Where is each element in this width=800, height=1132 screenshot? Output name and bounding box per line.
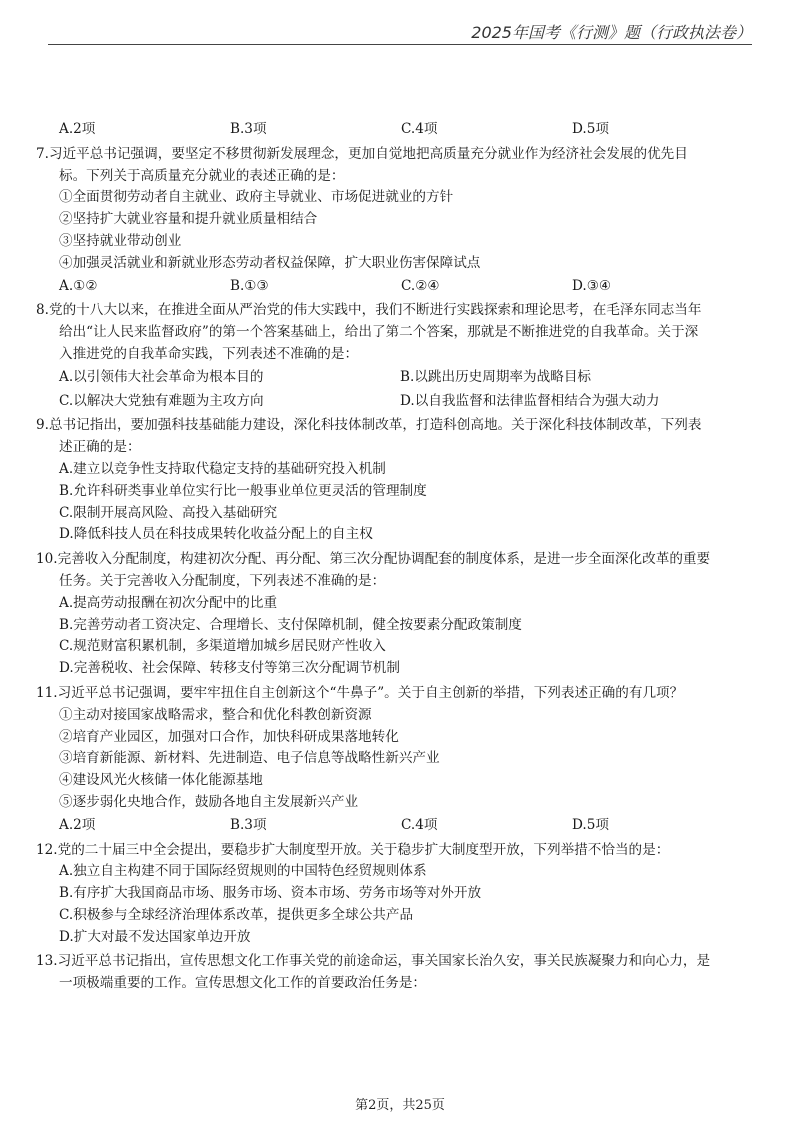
question-10-line-1: 10.完善收入分配制度，构建初次分配、再分配、第三次分配协调配套的制度体系，是进一步全面深化改革的重要 bbox=[36, 551, 711, 568]
question-11-item-3: ③培育新能源、新材料、先进制造、电子信息等战略性新兴产业 bbox=[59, 750, 440, 767]
question-7-line-2: 标。下列关于高质量充分就业的表述正确的是： bbox=[59, 167, 345, 184]
question-list bbox=[36, 118, 748, 995]
question-11-item-2: ②培育产业园区，加强对口合作，加快科研成果落地转化 bbox=[59, 728, 399, 745]
question-11-line-1: 11.习近平总书记强调，要牢牢扭住自主创新这个“牛鼻子”。关于自主创新的举措，下列表述正确的有几项？ bbox=[36, 684, 684, 701]
question-10-option-b[interactable]: B.完善劳动者工资决定、合理增长、支付保障机制，健全按要素分配政策制度 bbox=[59, 616, 522, 633]
question-11-option-b[interactable]: B.3项 bbox=[230, 816, 267, 833]
question-11-option-c[interactable]: C.4项 bbox=[401, 816, 438, 833]
question-12 bbox=[36, 840, 748, 949]
question-13 bbox=[36, 951, 748, 995]
question-9-option-b[interactable]: B.允许科研类事业单位实行比一般事业单位更灵活的管理制度 bbox=[59, 482, 427, 499]
q6-options bbox=[36, 119, 748, 141]
question-8-option-c[interactable]: C.以解决大党独有难题为主攻方向 bbox=[59, 392, 264, 409]
question-9-option-d[interactable]: D.降低科技人员在科技成果转化收益分配上的自主权 bbox=[59, 526, 373, 543]
question-11-item-5: ⑤逐步弱化央地合作，鼓励各地自主发展新兴产业 bbox=[59, 793, 359, 810]
question-7-option-a[interactable]: A.①② bbox=[59, 277, 98, 294]
question-13-line-1: 13.习近平总书记指出，宣传思想文化工作事关党的前途命运，事关国家长治久安，事关民族凝聚力和向心力，是 bbox=[36, 953, 711, 970]
question-8-options-row-1 bbox=[36, 367, 748, 389]
question-7-item-3: ③坚持就业带动创业 bbox=[59, 232, 182, 249]
question-7-item-2: ②坚持扩大就业容量和提升就业质量相结合 bbox=[59, 211, 318, 228]
question-8-option-b[interactable]: B.以跳出历史周期率为战略目标 bbox=[400, 368, 592, 385]
question-11-option-d[interactable]: D.5项 bbox=[572, 816, 609, 833]
question-9-line-2: 述正确的是： bbox=[59, 439, 141, 456]
question-12-option-a[interactable]: A.独立自主构建不同于国际经贸规则的中国特色经贸规则体系 bbox=[59, 863, 427, 880]
question-8-option-d[interactable]: D.以自我监督和法律监督相结合为强大动力 bbox=[400, 392, 660, 409]
q6-option-c[interactable]: C.4项 bbox=[401, 121, 438, 137]
question-11-item-1: ①主动对接国家战略需求，整合和优化科教创新资源 bbox=[59, 706, 372, 723]
question-8-line-3: 入推进党的自我革命实践，下列表述不准确的是： bbox=[59, 345, 359, 362]
question-7-item-4: ④加强灵活就业和新就业形态劳动者权益保障，扩大职业伤害保障试点 bbox=[59, 254, 481, 271]
question-11-item-4: ④建设风光火核储一体化能源基地 bbox=[59, 772, 263, 789]
question-7-option-d[interactable]: D.③④ bbox=[572, 277, 612, 294]
question-7 bbox=[36, 144, 748, 298]
question-12-line-1: 12.党的二十届三中全会提出，要稳步扩大制度型开放。关于稳步扩大制度型开放，下列举措不恰当的是： bbox=[36, 841, 670, 858]
question-12-option-b[interactable]: B.有序扩大我国商品市场、服务市场、资本市场、劳务市场等对外开放 bbox=[59, 885, 482, 902]
q6-option-a[interactable]: A.2项 bbox=[59, 121, 96, 137]
question-10 bbox=[36, 549, 748, 680]
header-divider bbox=[48, 44, 752, 45]
question-10-option-a[interactable]: A.提高劳动报酬在初次分配中的比重 bbox=[59, 594, 278, 611]
question-9-option-c[interactable]: C.限制开展高风险、高投入基础研究 bbox=[59, 504, 278, 521]
question-8-option-a[interactable]: A.以引领伟大社会革命为根本目的 bbox=[59, 368, 264, 385]
question-9 bbox=[36, 415, 748, 546]
question-10-line-2: 任务。关于完善收入分配制度，下列表述不准确的是： bbox=[59, 572, 386, 589]
question-10-option-c[interactable]: C.规范财富积累机制，多渠道增加城乡居民财产性收入 bbox=[59, 638, 386, 655]
question-7-option-b[interactable]: B.①③ bbox=[230, 277, 269, 294]
question-9-option-a[interactable]: A.建立以竞争性支持取代稳定支持的基础研究投入机制 bbox=[59, 460, 386, 477]
question-7-item-1: ①全面贯彻劳动者自主就业、政府主导就业、市场促进就业的方针 bbox=[59, 189, 454, 206]
question-8-line-2: 给出“让人民来监督政府”的第一个答案基础上，给出了第二个答案，那就是不断推进党的自我革命。关于深 bbox=[59, 324, 699, 341]
document-header: 2025年国考《行测》题（行政执法卷） bbox=[471, 23, 752, 42]
q6-option-d[interactable]: D.5项 bbox=[572, 121, 609, 137]
question-13-line-2: 一项极端重要的工作。宣传思想文化工作的首要政治任务是： bbox=[59, 975, 427, 992]
question-8-line-1: 8.党的十八大以来，在推进全面从严治党的伟大实践中，我们不断进行实践探索和理论思考，在毛泽东同志当年 bbox=[36, 302, 702, 319]
page-number: 第2页，共25页 bbox=[355, 1098, 445, 1113]
question-8 bbox=[36, 300, 748, 412]
question-12-option-c[interactable]: C.积极参与全球经济治理体系改革，提供更多全球公共产品 bbox=[59, 906, 414, 923]
question-7-line-1: 7.习近平总书记强调，要坚定不移贯彻新发展理念，更加自觉地把高质量充分就业作为经济社会发展的优先目 bbox=[36, 145, 688, 162]
question-11 bbox=[36, 683, 748, 837]
question-11-option-a[interactable]: A.2项 bbox=[59, 816, 96, 833]
question-12-option-d[interactable]: D.扩大对最不发达国家单边开放 bbox=[59, 928, 251, 945]
q6-option-b[interactable]: B.3项 bbox=[230, 121, 267, 137]
question-7-options bbox=[36, 276, 748, 298]
question-11-options bbox=[36, 815, 748, 837]
question-8-options-row-2 bbox=[36, 391, 748, 413]
question-7-option-c[interactable]: C.②④ bbox=[401, 277, 440, 294]
question-10-option-d[interactable]: D.完善税收、社会保障、转移支付等第三次分配调节机制 bbox=[59, 660, 400, 677]
question-9-line-1: 9.总书记指出，要加强科技基础能力建设，深化科技体制改革，打造科创高地。关于深化科技体制改革，下列表 bbox=[36, 417, 702, 434]
